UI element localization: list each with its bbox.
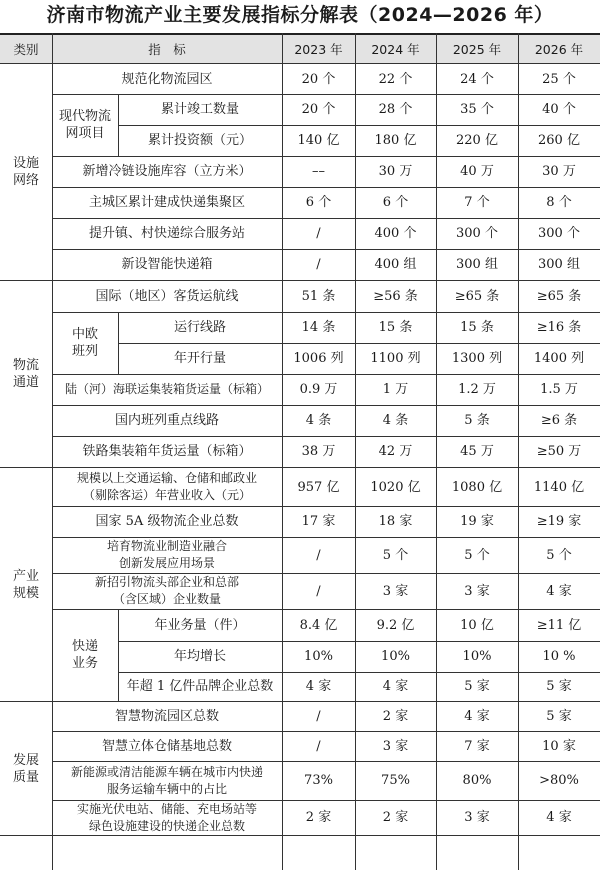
indicator-value: 300 个 [456, 226, 498, 241]
indicator-value: 42 万 [378, 444, 413, 459]
indicator-value: 14 条 [301, 320, 336, 335]
indicator-value: 10% [381, 649, 410, 664]
indicator-value: / [316, 738, 321, 754]
indicator-label: 国内班列重点线路 [114, 413, 219, 428]
indicator-value: 22 个 [378, 71, 413, 87]
indicator-value: 9.2 亿 [376, 617, 415, 633]
indicator-label: 累计投资额（元） [147, 133, 252, 148]
indicator-value: 1.2 万 [458, 382, 496, 397]
indicator-value: 400 个 [374, 226, 417, 241]
header-year: 2024 年 [371, 41, 420, 57]
indicator-value: 300 组 [456, 257, 498, 272]
indicator-label: 规范化物流园区 [121, 71, 213, 87]
indicator-label: 实施光伏电站、储能、充电场站等 绿色设施建设的快递企业总数 [76, 801, 257, 833]
indicator-label: 规模以上交通运输、仓储和邮政业 （剔除客运）年营业收入（元） [76, 471, 257, 502]
indicator-value: >80% [539, 773, 579, 788]
indicator-value: 10% [304, 649, 333, 664]
indicator-value: 5 条 [464, 413, 490, 428]
indicator-label: 智慧物流园区总数 [114, 709, 219, 724]
indicator-value: 220 亿 [456, 133, 498, 148]
indicator-value: 10 家 [542, 738, 576, 754]
table-rule [282, 33, 283, 870]
indicator-value: 45 万 [460, 444, 494, 459]
indicator-label: 培育物流业制造业融合 创新发展应用场景 [106, 539, 227, 570]
table-rule [118, 94, 119, 156]
indicator-value: 1 万 [382, 382, 409, 397]
table-rule [436, 33, 437, 870]
indicator-value: 400 组 [374, 257, 417, 272]
indicator-label: 新招引物流头部企业和总部 （含区域）企业数量 [94, 575, 239, 606]
indicator-value: 51 条 [301, 289, 336, 304]
indicator-value: 300 组 [538, 257, 580, 272]
indicator-value: 10 亿 [460, 617, 494, 633]
indicator-value: 7 家 [464, 738, 490, 754]
indicator-label: 运行线路 [173, 320, 226, 335]
indicator-value: 6 个 [382, 195, 409, 210]
table-rule [52, 33, 53, 870]
indicator-value: 7 个 [464, 195, 490, 210]
header-year: 2025 年 [452, 41, 502, 57]
indicator-value: 300 个 [538, 226, 580, 241]
indicator-label: 国家 5A 级物流企业总数 [95, 514, 239, 529]
indicator-value: 260 亿 [538, 133, 580, 148]
indicator-value: 15 条 [460, 320, 494, 335]
indicator-value: 25 个 [542, 71, 576, 87]
indicator-value: 24 个 [460, 71, 494, 87]
indicator-value: 2 家 [305, 810, 332, 825]
indicator-value: 28 个 [378, 102, 413, 117]
indicator-label: 累计竣工数量 [160, 102, 239, 117]
indicator-value: ≥65 条 [536, 289, 582, 304]
indicator-label: 陆（河）海联运集装箱货运量（标箱） [64, 382, 269, 396]
indicator-value: 5 个 [546, 547, 572, 563]
group-label: 现代物流 网项目 [58, 109, 111, 141]
indicator-value: 1100 列 [370, 351, 421, 366]
indicator-value: 40 万 [460, 164, 494, 179]
header-category: 类别 [13, 41, 39, 57]
indicator-value: –– [312, 164, 325, 179]
indicator-value: ≥11 亿 [536, 617, 582, 633]
indicator-value: 38 万 [301, 444, 336, 459]
indicator-value: 30 万 [542, 164, 576, 179]
indicator-value: 73% [304, 773, 333, 788]
group-label: 快递 业务 [71, 639, 98, 671]
indicator-label: 年均增长 [173, 649, 226, 664]
indicator-value: 1400 列 [533, 351, 585, 366]
indicator-value: 4 家 [464, 709, 490, 724]
indicator-value: 1140 亿 [533, 479, 585, 495]
header-year: 2023 年 [294, 41, 343, 57]
indicator-label: 主城区累计建成快递集聚区 [88, 195, 245, 210]
indicator-value: 4 家 [546, 583, 572, 599]
indicator-value: 80% [462, 773, 492, 788]
indicator-value: 3 家 [382, 738, 409, 754]
table-rule [0, 835, 600, 836]
indicator-value: 4 家 [546, 810, 572, 825]
indicator-label: 新设智能快递箱 [121, 257, 213, 272]
indicator-value: 1080 亿 [451, 479, 503, 495]
indicator-value: 5 家 [546, 709, 572, 724]
indicator-value: 1300 列 [451, 351, 503, 366]
indicator-value: 6 个 [305, 195, 332, 210]
section-label: 物流 通道 [12, 358, 39, 390]
indicator-value: 17 家 [301, 514, 336, 529]
indicator-value: ≥50 万 [536, 444, 582, 459]
indicator-value: 5 家 [464, 679, 490, 694]
indicator-value: 3 家 [464, 583, 490, 599]
table-rule [118, 609, 119, 701]
indicator-value: ≥19 家 [536, 514, 582, 529]
table-rule [518, 33, 519, 870]
indicator-value: / [316, 547, 321, 563]
indicator-value: 40 个 [542, 102, 576, 117]
indicator-value: 35 个 [460, 102, 494, 117]
indicator-label: 新增冷链设施库容（立方米） [82, 164, 252, 179]
indicator-value: 18 家 [378, 514, 413, 529]
indicator-label: 新能源或清洁能源车辆在城市内快递 服务运输车辆中的占比 [70, 764, 263, 796]
table-rule [118, 312, 119, 374]
indicator-label: 铁路集装箱年货运量（标箱） [82, 444, 252, 459]
indicator-value: ≥65 条 [454, 289, 500, 304]
indicator-value: 30 万 [378, 164, 413, 179]
indicator-value: 20 个 [301, 102, 336, 117]
section-label: 产业 规模 [12, 568, 39, 601]
indicator-value: 0.9 万 [299, 382, 338, 397]
indicator-label: 提升镇、村快递综合服务站 [88, 226, 245, 241]
section-label: 设施 网络 [12, 156, 39, 188]
indicator-value: 140 亿 [297, 133, 340, 148]
indicator-value: ≥56 条 [373, 289, 418, 304]
indicator-label: 年业务量（件） [154, 617, 246, 633]
header-year: 2026 年 [534, 41, 584, 57]
indicator-value: 957 亿 [297, 479, 340, 495]
indicator-value: 2 家 [382, 810, 409, 825]
indicator-value: / [316, 226, 321, 241]
indicator-value: / [316, 257, 321, 272]
indicator-label: 年超 1 亿件品牌企业总数 [126, 679, 274, 694]
header-indicator: 指 标 [148, 41, 186, 57]
indicator-value: 3 家 [382, 583, 409, 599]
indicator-value: 15 条 [378, 320, 413, 335]
indicator-value: 180 亿 [374, 133, 417, 148]
indicator-label: 年开行量 [173, 351, 226, 366]
indicator-value: 4 家 [382, 679, 409, 694]
indicator-value: ≥16 条 [536, 320, 582, 335]
indicator-value: 10% [462, 649, 492, 664]
table-rule [355, 33, 356, 870]
indicator-value: 5 家 [546, 679, 572, 694]
group-label: 中欧 班列 [71, 327, 98, 359]
page-title: 济南市物流产业主要发展指标分解表（2024—2026 年） [46, 4, 554, 26]
indicator-value: 10 % [542, 649, 576, 664]
indicator-value: 1.5 万 [540, 382, 578, 397]
indicator-value: / [316, 709, 321, 724]
indicator-value: 4 条 [305, 413, 332, 428]
indicator-value: 4 家 [305, 679, 332, 694]
indicator-value: 2 家 [382, 709, 409, 724]
indicator-value: 8 个 [546, 195, 572, 210]
indicator-value: / [316, 583, 321, 599]
indicator-value: 5 个 [382, 547, 409, 563]
indicator-value: 1006 列 [293, 351, 344, 366]
indicator-value: 4 条 [382, 413, 409, 428]
indicator-value: 19 家 [460, 514, 494, 529]
section-label: 发展 质量 [12, 752, 39, 785]
indicator-value: 8.4 亿 [299, 617, 338, 633]
indicator-value: ≥6 条 [540, 413, 578, 428]
indicator-value: 5 个 [464, 547, 490, 563]
indicator-value: 75% [381, 773, 410, 788]
indicator-value: 1020 亿 [370, 479, 421, 495]
indicator-label: 智慧立体仓储基地总数 [101, 738, 232, 754]
indicator-label: 国际（地区）客货运航线 [95, 289, 239, 304]
indicator-value: 3 家 [464, 810, 490, 825]
indicator-value: 20 个 [301, 71, 336, 87]
